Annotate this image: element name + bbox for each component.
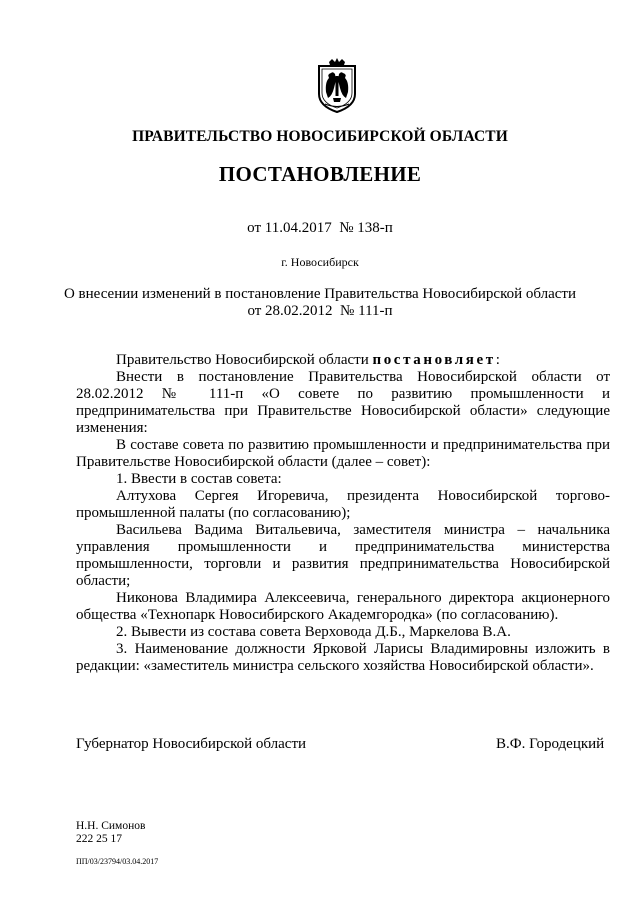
body-paragraph-5: Васильева Вадима Витальевича, заместителя министра – начальника управления промышленности и предпринимательства министерства промышленности, торговли и развития предпринимательства Новосибирской области; <box>76 522 610 589</box>
coat-of-arms-emblem <box>316 58 358 114</box>
body-paragraph-1: Внести в постановление Правительства Новосибирской области от 28.02.2012 № 111-п «О совете по развитию промышленности и предпринимательства при Правительстве Новосибирской области» следующие изменения: <box>76 369 610 436</box>
executor-name: Н.Н. Симонов <box>76 820 146 832</box>
executor-phone: 222 25 17 <box>76 833 122 845</box>
body-paragraph-6: Никонова Владимира Алексеевича, генерального директора акционерного общества «Технопарк Новосибирского Академгородка» (по согласованию). <box>76 590 610 623</box>
decree-keyword: постановляет <box>372 352 496 368</box>
subject-line-1: О внесении изменений в постановление Правительства Новосибирской области <box>63 286 577 302</box>
body-paragraph-7: 2. Вывести из состава совета Верховода Д.Б., Маркелова В.А. <box>116 624 511 640</box>
document-date-number: от 11.04.2017 № 138-п <box>247 220 393 236</box>
document-subject <box>0 286 640 320</box>
body-paragraph-3: 1. Ввести в состав совета: <box>116 471 282 487</box>
document-body <box>76 352 610 675</box>
intro-text: Правительство Новосибирской области <box>116 352 373 368</box>
document-city: г. Новосибирск <box>281 255 359 269</box>
document-type-title: ПОСТАНОВЛЕНИЕ <box>218 162 422 186</box>
subject-line-2: от 28.02.2012 № 111-п <box>247 303 393 319</box>
signatory-name: В.Ф. Городецкий <box>496 736 605 752</box>
body-paragraph-4: Алтухова Сергея Игоревича, президента Новосибирской торгово-промышленной палаты (по согласованию); <box>76 488 610 521</box>
signatory-position: Губернатор Новосибирской области <box>76 736 307 752</box>
executor-block <box>76 820 145 846</box>
registration-number: ПП/03/23794/03.04.2017 <box>76 857 159 866</box>
organization-name: ПРАВИТЕЛЬСТВО НОВОСИБИРСКОЙ ОБЛАСТИ <box>132 128 508 145</box>
intro-paragraph <box>76 352 610 369</box>
body-paragraph-2: В составе совета по развитию промышленности и предпринимательства при Правительстве Новосибирской области (далее – совет): <box>76 437 610 470</box>
body-paragraph-8: 3. Наименование должности Ярковой Ларисы Владимировны изложить в редакции: «заместитель министра сельского хозяйства Новосибирской области». <box>76 641 610 674</box>
intro-suffix: : <box>495 352 500 368</box>
